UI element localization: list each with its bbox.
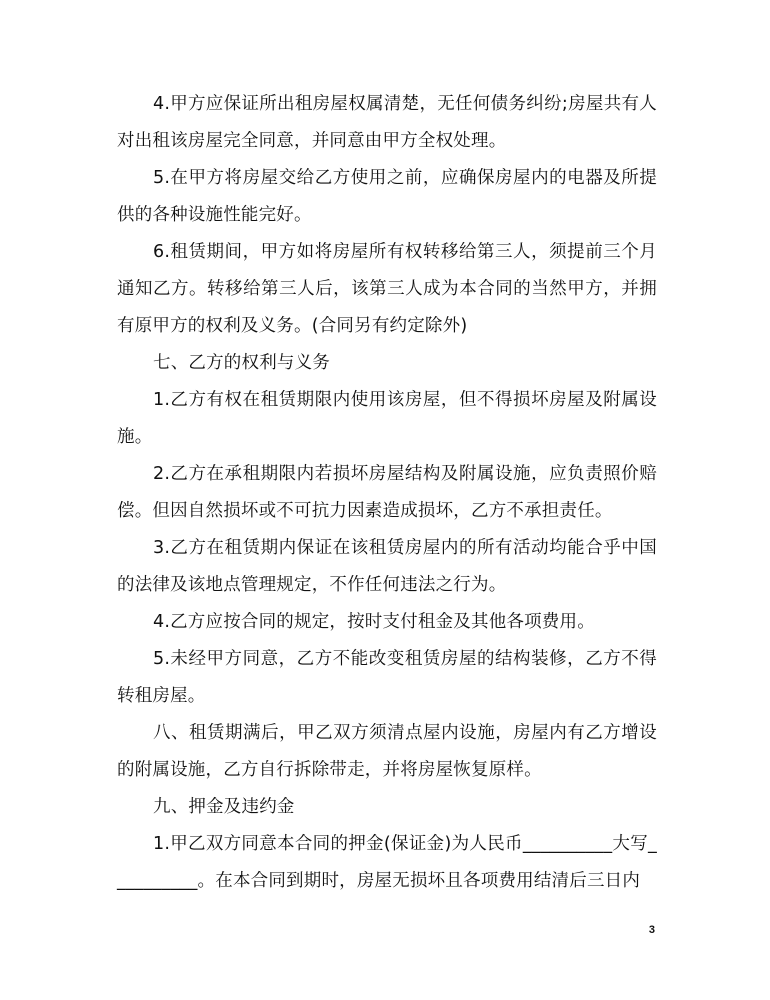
paragraph-tenant-damage-clause: 2.乙方在承租期限内若损坏房屋结构及附属设施，应负责照价赔偿。但因自然损坏或不可抗力因素造成损坏，乙方不承担责任。: [117, 464, 657, 521]
paragraph-tenant-payment-clause: 4.乙方应按合同的规定，按时支付租金及其他各项费用。: [153, 612, 595, 632]
body-text: [117, 86, 657, 900]
paragraph-deposit-clause: 1.甲乙双方同意本合同的押金(保证金)为人民币__________大写__________。在本合同到期时，房屋无损坏且各项费用结清后三日内: [117, 834, 657, 891]
page-number: 3: [648, 924, 655, 936]
paragraph-tenant-lawful-use-clause: 3.乙方在租赁期内保证在该租赁房屋内的所有活动均能合乎中国的法律及该地点管理规定，不作任何违法之行为。: [117, 538, 657, 595]
section-heading-tenant-rights: 七、乙方的权利与义务: [153, 353, 330, 373]
paragraph-landlord-facilities-clause: 5.在甲方将房屋交给乙方使用之前，应确保房屋内的电器及所提供的各种设施性能完好。: [117, 168, 657, 225]
paragraph-ownership-transfer-clause: 6.租赁期间，甲方如将房屋所有权转移给第三人，须提前三个月通知乙方。转移给第三人后，该第三人成为本合同的当然甲方，并拥有原甲方的权利及义务。(合同另有约定除外): [117, 242, 657, 336]
paragraph-tenant-use-clause: 1.乙方有权在租赁期限内使用该房屋，但不得损坏房屋及附属设施。: [117, 390, 657, 447]
section-heading-lease-expiry: 八、租赁期满后，甲乙双方须清点屋内设施，房屋内有乙方增设的附属设施，乙方自行拆除带走，并将房屋恢复原样。: [117, 723, 657, 780]
section-heading-deposit-penalty: 九、押金及违约金: [153, 797, 295, 817]
paragraph-tenant-sublet-clause: 5.未经甲方同意，乙方不能改变租赁房屋的结构装修，乙方不得转租房屋。: [117, 649, 657, 706]
paragraph-landlord-ownership-clause: 4.甲方应保证所出租房屋权属清楚，无任何债务纠纷;房屋共有人对出租该房屋完全同意，并同意由甲方全权处理。: [117, 94, 657, 151]
